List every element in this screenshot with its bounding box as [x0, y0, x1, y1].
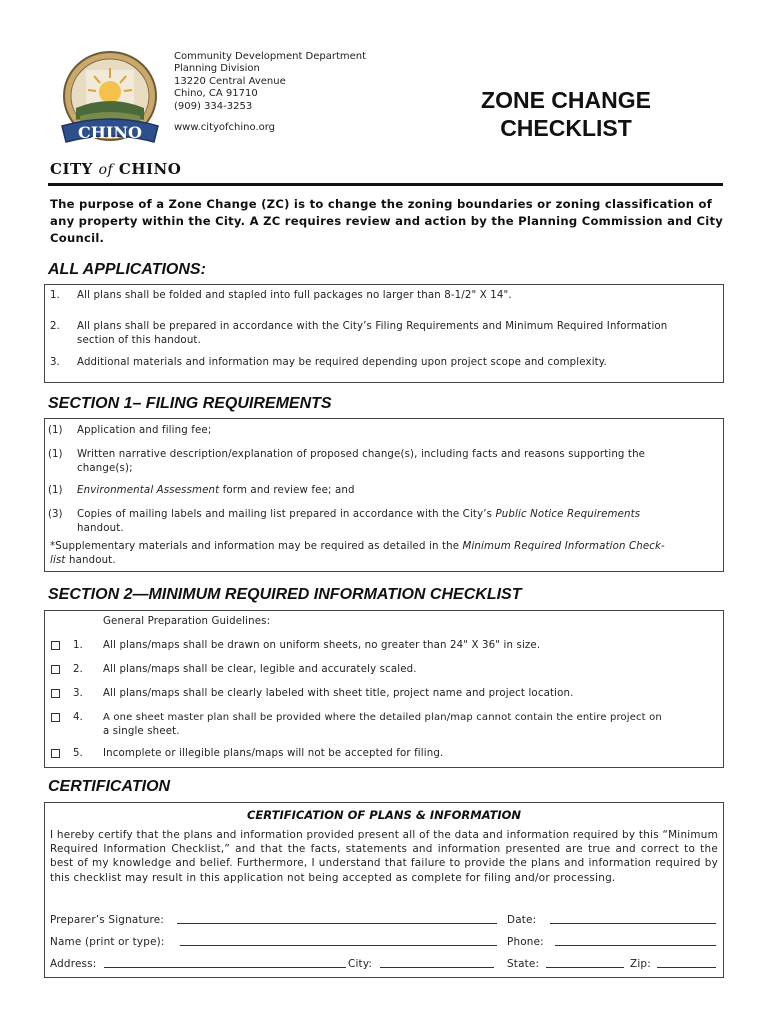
guideline-item-cont: a single sheet.	[103, 726, 180, 737]
name-field[interactable]	[180, 935, 497, 946]
zip-field[interactable]	[657, 957, 716, 968]
item-number: 1.	[50, 290, 60, 301]
supplementary-note-cont	[50, 554, 722, 568]
item-number: 5.	[73, 748, 83, 759]
guideline-item: All plans/maps shall be clearly labeled with sheet title, project name and project location.	[103, 688, 574, 699]
filing-item	[77, 424, 717, 438]
filing-item	[77, 448, 722, 462]
guideline-item: All plans/maps shall be clear, legible and accurately scaled.	[103, 664, 417, 675]
phone-label: Phone:	[507, 936, 544, 948]
address-field[interactable]	[104, 957, 346, 968]
checkbox[interactable]	[51, 689, 60, 698]
filing-text: Written narrative description/explanation of proposed change(s), including facts and reasons supporting the	[77, 449, 646, 460]
state-label: State:	[507, 958, 540, 970]
filing-text: form and review fee; and	[219, 485, 355, 496]
dept-line: Community Development Department	[174, 51, 367, 62]
checkbox[interactable]	[51, 749, 60, 758]
zip-label: Zip:	[630, 958, 651, 970]
guidelines-subtitle: General Preparation Guidelines:	[103, 616, 271, 627]
supplementary-note	[50, 540, 722, 554]
note-italic: Minimum Required Information Check-	[462, 541, 665, 552]
checkbox[interactable]	[51, 641, 60, 650]
city-field[interactable]	[380, 957, 494, 968]
city-wordmark	[50, 160, 181, 178]
guideline-item: All plans/maps shall be drawn on uniform sheets, no greater than 24" X 36" in size.	[103, 640, 541, 651]
item-number: (1)	[48, 485, 63, 496]
name-label: Name (print or type):	[50, 936, 165, 948]
website-link[interactable]: www.cityofchino.org	[174, 122, 276, 134]
page-title	[462, 86, 670, 142]
certification-statement: I hereby certify that the plans and information provided present all of the data and information required by this “Minimum Required Information Checklist,” and that the facts, statements and information presented are true and correct to the best of my knowledge and belief. Furthermore, I understand that failure to provide the plans and information required by this checklist may result in this application not being accepted as complete for filing and/or processing.	[50, 829, 718, 884]
note-text: *Supplementary materials and information may be required as detailed in the	[50, 541, 463, 552]
item-number: 4.	[73, 712, 83, 723]
filing-item	[77, 484, 717, 498]
checkbox[interactable]	[51, 665, 60, 674]
date-label: Date:	[507, 914, 537, 926]
application-item: All plans shall be prepared in accordance with the City’s Filing Requirements and Minimum Required Information	[77, 321, 668, 332]
phone-field[interactable]	[555, 935, 716, 946]
filing-text: Copies of mailing labels and mailing list prepared in accordance with the City’s	[77, 509, 496, 520]
dept-line: Planning Division	[174, 63, 260, 75]
application-item-cont: section of this handout.	[77, 335, 201, 346]
city-prefix: CITY	[50, 160, 93, 178]
item-number: (3)	[48, 509, 63, 520]
item-number: 3.	[50, 357, 60, 368]
item-number: 1.	[73, 640, 83, 651]
application-item: Additional materials and information may be required depending upon project scope and complexity.	[77, 357, 607, 368]
certification-box-title: CERTIFICATION OF PLANS & INFORMATION	[246, 808, 522, 822]
item-number: 3.	[73, 688, 83, 699]
state-field[interactable]	[546, 957, 624, 968]
logo-text: CHINO	[78, 123, 142, 142]
item-number: (1)	[48, 425, 63, 436]
item-number: 2.	[50, 321, 60, 332]
certification-heading: CERTIFICATION	[48, 778, 171, 795]
section1-heading: SECTION 1– FILING REQUIREMENTS	[48, 395, 332, 412]
city-name: CHINO	[118, 160, 182, 178]
dept-line: Chino, CA 91710	[174, 88, 258, 100]
filing-italic: Environmental Assessment	[77, 485, 220, 496]
note-text: handout.	[65, 555, 116, 566]
department-address	[174, 51, 366, 134]
filing-item	[77, 508, 722, 522]
date-field[interactable]	[550, 913, 716, 924]
address-label: Address:	[50, 958, 97, 970]
filing-item-cont: change(s);	[77, 463, 133, 474]
city-label: City:	[348, 958, 373, 970]
filing-italic: Public Notice Requirements	[495, 509, 641, 520]
item-number: 2.	[73, 664, 83, 675]
title-line: ZONE CHANGE	[481, 87, 651, 113]
preparer-signature-label: Preparer’s Signature:	[50, 914, 165, 926]
filing-item-cont: handout.	[77, 523, 124, 534]
header-divider	[48, 183, 723, 186]
note-italic: list	[50, 555, 66, 566]
all-applications-heading: ALL APPLICATIONS:	[48, 261, 206, 278]
item-number: (1)	[48, 449, 63, 460]
purpose-statement: The purpose of a Zone Change (ZC) is to change the zoning boundaries or zoning classification of any property within the City. A ZC requires review and action by the Planning Commission and City Council.	[50, 197, 724, 245]
city-of: of	[98, 162, 114, 178]
guideline-item: A one sheet master plan shall be provided where the detailed plan/map cannot contain the entire project on	[103, 712, 662, 723]
section2-heading: SECTION 2—MINIMUM REQUIRED INFORMATION CHECKLIST	[48, 586, 522, 603]
dept-line: 13220 Central Avenue	[174, 75, 286, 87]
city-seal-logo	[58, 48, 162, 156]
guideline-item: Incomplete or illegible plans/maps will not be accepted for filing.	[103, 748, 444, 759]
checkbox[interactable]	[51, 713, 60, 722]
preparer-signature-field[interactable]	[177, 913, 497, 924]
application-item: All plans shall be folded and stapled into full packages no larger than 8-1/2" X 14".	[77, 290, 512, 301]
dept-line: (909) 334-3253	[174, 100, 253, 112]
title-line: CHECKLIST	[500, 115, 632, 141]
filing-text: Application and filing fee;	[77, 425, 212, 436]
